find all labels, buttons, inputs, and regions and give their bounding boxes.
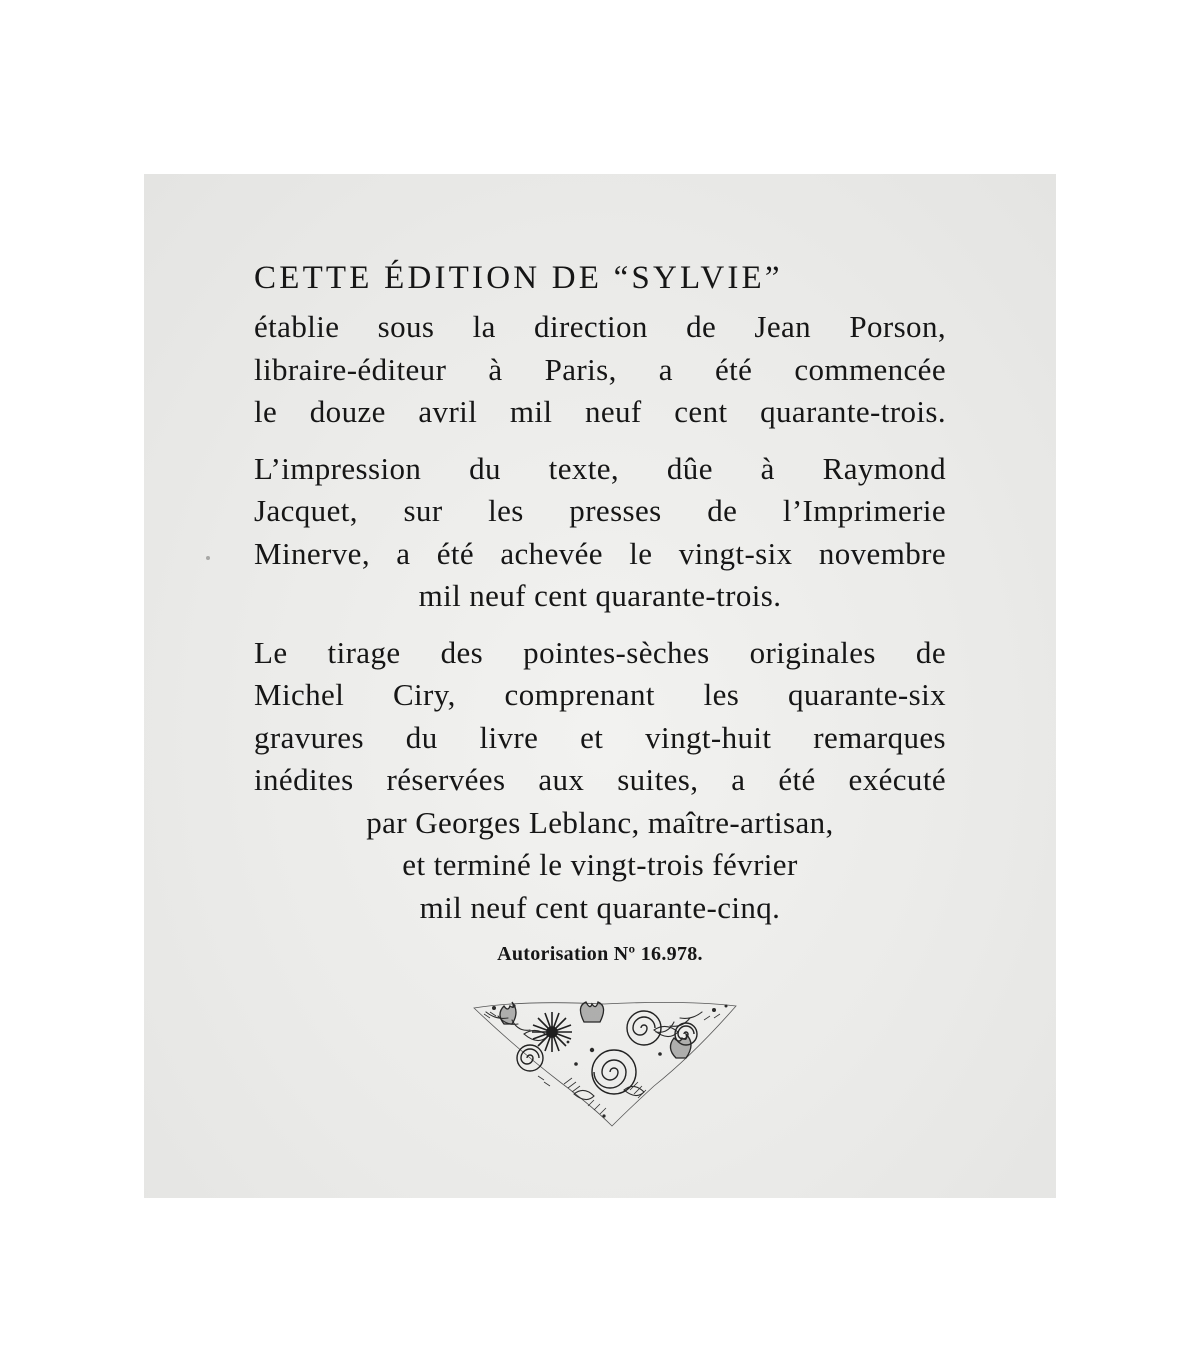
- text-line: L’impression du texte, dûe à Raymond: [254, 450, 946, 486]
- colophon-paragraph-3: [254, 632, 946, 930]
- text-line: établie sous la direction de Jean Porson,: [254, 309, 946, 344]
- text-line: mil neuf cent quarante-cinq.: [419, 889, 781, 925]
- text-line: Michel Ciry, comprenant les quarante-six: [254, 677, 946, 712]
- colophon: [254, 256, 946, 966]
- floral-cul-de-lampe-engraving-icon: [464, 994, 744, 1129]
- colophon-paragraph-1: [254, 306, 946, 434]
- text-line: par Georges Leblanc, maître-artisan,: [366, 804, 834, 840]
- text-line: mil neuf cent quarante-trois.: [418, 578, 782, 613]
- text-line: Le tirage des pointes-sèches originales de: [254, 634, 946, 670]
- text-line: gravures du livre et vingt-huit remarques: [254, 719, 946, 755]
- authorisation-number: Autorisation Nº 16.978.: [497, 943, 703, 965]
- text-line: Jacquet, sur les presses de l’Imprimerie: [254, 493, 946, 528]
- paper-spot: [206, 556, 210, 560]
- book-page: [144, 174, 1056, 1198]
- colophon-title: CETTE ÉDITION DE “SYLVIE”: [254, 260, 783, 296]
- text-line: libraire-éditeur à Paris, a été commencée: [254, 351, 946, 387]
- text-line: le douze avril mil neuf cent quarante-trois.: [254, 394, 946, 429]
- text-line: Minerve, a été achevée le vingt-six novembre: [254, 535, 946, 571]
- text-line: inédites réservées aux suites, a été exécuté: [254, 762, 946, 797]
- colophon-paragraph-2: [254, 448, 946, 618]
- text-line: et terminé le vingt-trois février: [402, 847, 798, 882]
